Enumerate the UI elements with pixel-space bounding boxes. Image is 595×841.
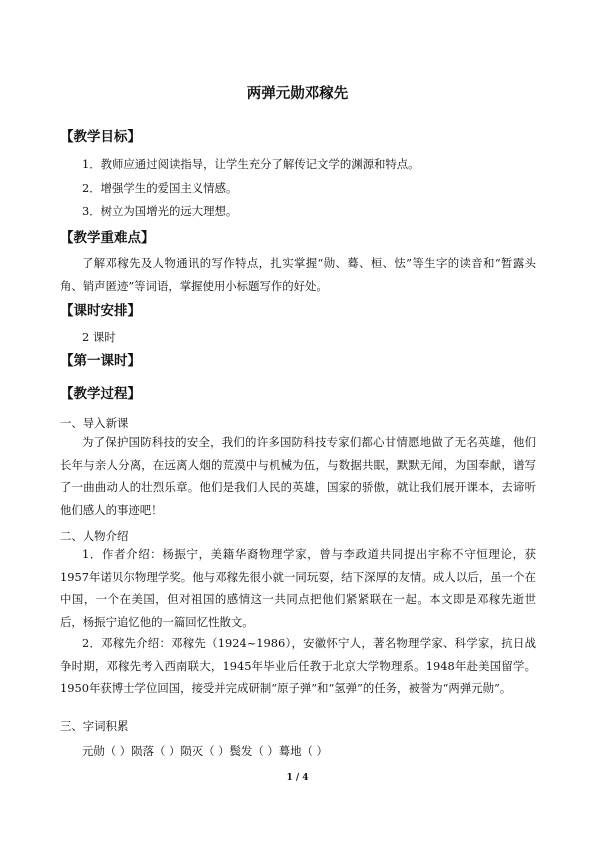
page-number: 1 / 4 bbox=[286, 773, 309, 783]
heading-key-points: 【教学重难点】 bbox=[60, 230, 155, 246]
part2-author-intro: 1．作者介绍：杨振宁，美籍华裔物理学家，曾与李政道共同提出宇称不守恒理论，获1957年诺贝尔物理学奖。他与邓稼先很小就一同玩耍，结下深厚的友情。成人以后，虽一个在中国，一个在美国，但对祖国的感情这一共同点把他们紧紧联在一起。本文即是邓稼先逝世后，杨振宁追忆他的一篇回忆性散文。 bbox=[60, 547, 536, 629]
part1-title: 一、导入新课 bbox=[60, 416, 129, 430]
goal-item-3: 3．树立为国增光的远大理想。 bbox=[82, 204, 238, 218]
part1-text: 为了保护国防科技的安全，我们的许多国防科技专家们都心甘情愿地做了无名英雄，他们长年与亲人分离，在远离人烟的荒漠中与机械为伍，与数据共眠，默默无闻，为国奉献，谱写了一曲曲动人的壮烈乐章。他们是我们人民的英雄，国家的骄傲，就让我们展开课本，去谛听他们感人的事迹吧！ bbox=[60, 435, 536, 517]
part2-deng-intro: 2．邓稼先介绍：邓稼先（1924~1986），安徽怀宁人，著名物理学家、科学家，抗日战争时期，邓稼先考入西南联大，1945年毕业后任教于北京大学物理系。1948年赴美国留学。1950年获博士学位回国，接受并完成研制“原子弹”和“氢弹”的任务，被誉为“两弹元勋”。 bbox=[60, 636, 536, 695]
part3-vocab: 元勋（ ）陨落（ ）陨灭（ ）鬓发（ ）蓦地（ ） bbox=[82, 744, 328, 758]
part2-title: 二、人物介绍 bbox=[60, 529, 129, 543]
part3-title: 三、字词积累 bbox=[60, 719, 129, 733]
heading-schedule: 【课时安排】 bbox=[60, 303, 141, 319]
heading-lesson-1: 【第一课时】 bbox=[60, 353, 141, 369]
schedule-text: 2 课时 bbox=[82, 330, 116, 344]
key-points-text: 了解邓稼先及人物通讯的写作特点，扎实掌握“勋、蓦、桓、怯”等生字的读音和“暂露头角、销声匿迹”等词语，掌握使用小标题写作的好处。 bbox=[60, 256, 536, 293]
heading-process: 【教学过程】 bbox=[60, 386, 141, 402]
heading-goals: 【教学目标】 bbox=[60, 129, 141, 145]
document-title: 两弹元勋邓稼先 bbox=[246, 86, 349, 102]
goal-item-1: 1．教师应通过阅读指导，让学生充分了解传记文学的渊源和特点。 bbox=[82, 157, 420, 171]
goal-item-2: 2．增强学生的爱国主义情感。 bbox=[82, 181, 238, 195]
